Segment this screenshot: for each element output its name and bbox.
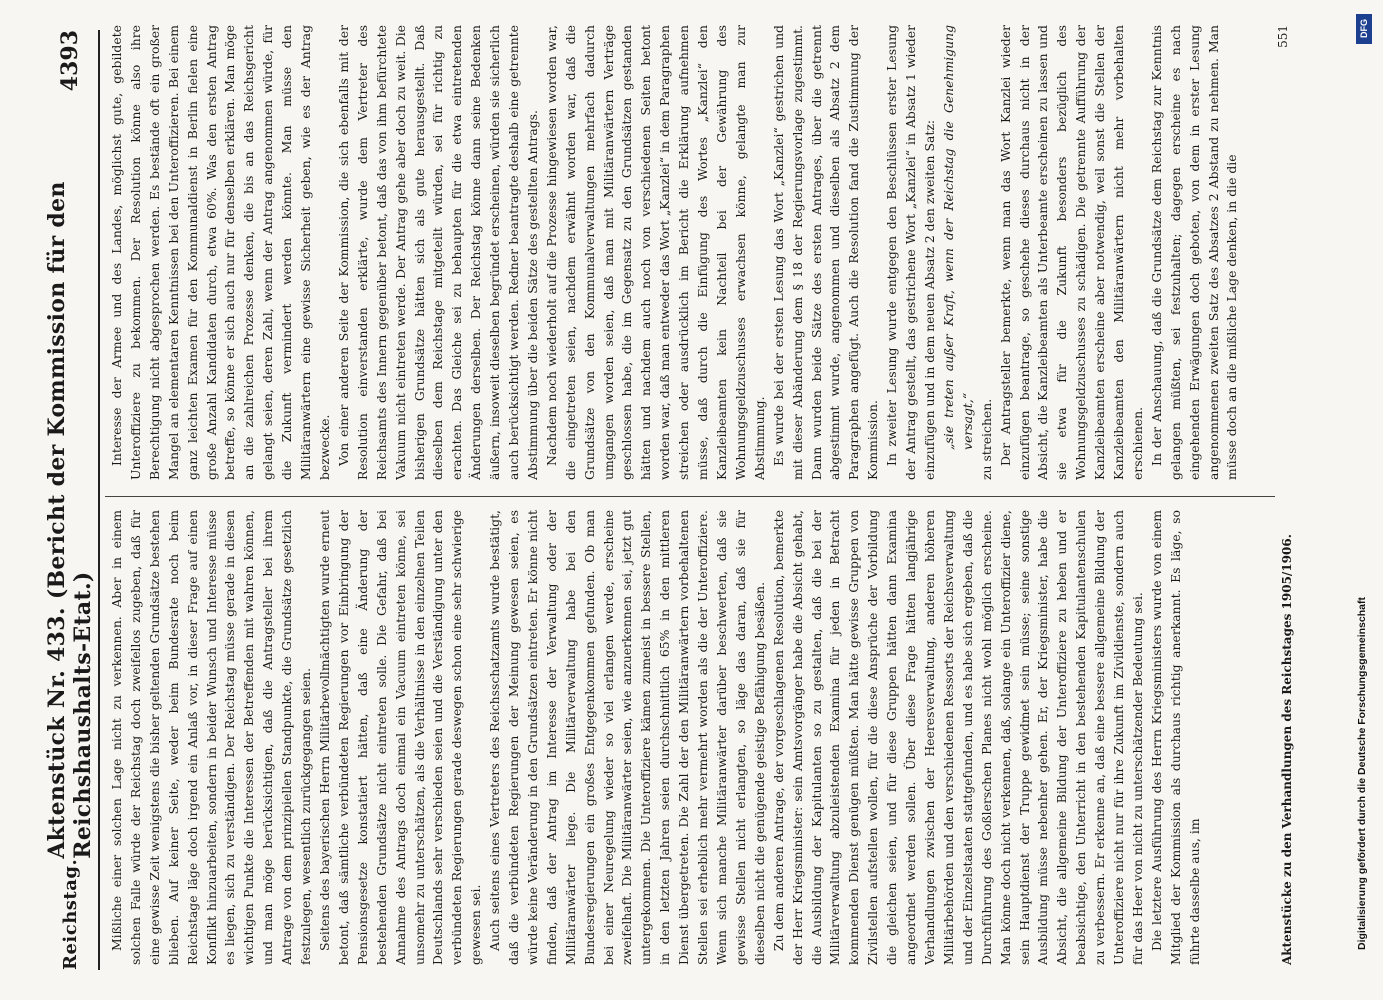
- paragraph: zu streichen.: [978, 398, 994, 480]
- dfg-logo-icon: DFG: [1356, 14, 1372, 44]
- funding-notice: Digitalisierung gefördert durch die Deutsche Forschungsgemeinschaft: [1356, 597, 1368, 950]
- footer-source: Aktenstücke zu den Verhandlungen des Reichstages 1905/1906.: [1280, 534, 1294, 965]
- paragraph: Mißliche einer solchen Lage nicht zu verkennen. Aber in einem solchen Falle würde der Reichstag doch zweifellos zugeben, daß für eine gewisse Zeit wenigstens die bisher geltenden Grundsätze bestehen blieben. Auf keiner Seite, weder beim Bundesrate noch beim Reichstage läge doch irgend ein Anlaß vor, in dieser Frage auf einen Konflikt hinzuarbeiten, sondern in beider Wunsch und Interesse müsse es liegen, sich zu verständigen. Der Reichstag müsse gerade in diesen wichtigen Punkte die Interessen der Betreffenden mit wahren können, und man möge berücksichtigen, daß die Antragsteller bei ihrem Antrage von dem prinzipiellen Standpunkte, die Grundsätze gesetzlich festzulegen, wesentlich zurückgegangen seien.: [109, 510, 314, 965]
- header-left: Reichstag.: [59, 858, 81, 970]
- header-title: Aktenstück Nr. 433. (Bericht der Kommission für den Reichshaushalts-Etat.): [44, 181, 96, 859]
- paragraph: Zu dem anderen Antrage, der vorgeschlagenen Resolution, bemerkte der Herr Kriegsminister: sein Amtsvorgänger habe die Absicht gehabt, die Ausbildung der Kapitulanten so zu gestalten, daß die bei der Militärverwaltung abzuleistenden Examina für jeden in Betracht kommenden Dienst genügen müßten. Man hätte gewisse Gruppen von Zivilstellen aufstellen wollen, für die diese Ansprüche der Vorbildung die gleichen seien, und für diese Gruppen hätten dann Examina angeordnet werden sollen. Über diese Frage hätten langjährige Verhandlungen zwischen der Heeresverwaltung, anderen höheren Militärbehörden und den verschiedenen Ressorts der Reichsverwaltung und der Einzelstaaten stattgefunden, und es habe sich ergeben, daß die Durchführung des Goßlerschen Planes nicht wohl möglich erscheine. Man könne doch nicht verkennen, daß, solange ein Unteroffizier diene, sein Hauptdienst der Truppe gewidmet sein müsse; seine sonstige Ausbildung müsse nebenher gehen. Er, der Kriegsminister, habe die Absicht, die allgemeine Bildung der Unteroffiziere zu heben und er beabsichtige, den Unterricht in den bestehenden Kapitulantenschulen zu verbessern. Er erkenne an, daß eine bessere allgemeine Bildung der Unteroffiziere nicht nur für ihre Zukunft im Zivildienste, sondern auch für das Heer von nicht zu unterschätzender Bedeutung sei.: [770, 510, 1145, 965]
- paragraph: In zweiter Lesung wurde entgegen den Beschlüssen erster Lesung der Antrag gestellt, das gestrichene Wort „Kanzlei“ in Absatz 1 wieder einzufügen und in dem neuen Absatz 2 den zweiten Satz:: [884, 25, 937, 480]
- column-separator: [105, 496, 1275, 497]
- paragraph: In der Anschauung, daß die Grundsätze dem Reichstag zur Kenntnis gelangen müßten, sei festzuhalten; dagegen erscheine es nach eingehenden Erwägungen doch geboten, von dem in erster Lesung angenommenen zweiten Satz des Absatzes 2 Abstand zu nehmen. Man müsse doch an die mißliche Lage denken, in die die: [1148, 25, 1240, 480]
- paragraph: Es wurde bei der ersten Lesung das Wort „Kanzlei“ gestrichen und mit dieser Abänderung dem § 18 der Regierungsvorlage zugestimmt. Dann wurden beide Sätze des ersten Antrages, über die getrennt abgestimmt wurde, angenommen und dieselben als Absatz 2 dem Paragraphen angefügt. Auch die Resolution fand die Zustimmung der Kommission.: [770, 25, 881, 480]
- paragraph: Die letztere Ausführung des Herrn Kriegsministers wurde von einem Mitglied der Kommission als durchaus richtig anerkannt. Es läge, so führte dasselbe aus, im: [1148, 510, 1202, 965]
- left-column: [108, 510, 1268, 965]
- digitization-stamp: [1356, 14, 1372, 992]
- quoted-sentence: „sie treten außer Kraft, wenn der Reichstag die Genehmigung versagt,“: [940, 25, 975, 450]
- paragraph: Interesse der Armee und des Landes, möglichst gute, gebildete Unteroffiziere zu bekommen. Der Resolution könne also ihre Berechtigung nicht abgesprochen werden. Es bestände oft ein großer Mangel an elementaren Kenntnissen bei den Unteroffizieren. Bei einem ganz leichten Examen für den Kommunaldienst in Berlin fielen eine große Anzahl Kandidaten durch, etwa 60%. Was den ersten Antrag betreffe, so könne er sich auch nur für denselben erklären. Man möge an die zahlreichen Prozesse denken, die bis an das Reichsgericht gelangt seien, deren Zahl, wenn der Antrag angenommen würde, für die Zukunft vermindert werden könnte. Man müsse den Militäranwärtern eine gewisse Sicherheit geben, wie es der Antrag bezwecke.: [109, 25, 332, 480]
- paragraph: Auch seitens eines Vertreters des Reichsschatzamts wurde bestätigt, daß die verbündeten Regierungen der Meinung gewesen seien, es würde keine Veränderung in den Grundsätzen eintreten. Er könne nicht finden, daß der Antrag im Interesse der Verwaltung oder der Militäranwärter liege. Die Militärverwaltung habe bei den Bundesregierungen ein großes Entgegenkommen gefunden. Ob man bei einer Neuregelung wieder so viel erlangen werde, erscheine zweifelhaft. Die Militäranwärter seien, wie anzuerkennen sei, jetzt gut untergekommen. Die Unteroffiziere kämen zumeist in bessere Stellen, in den letzten Jahren seien durchschnittlich 65% in den mittleren Dienst übergetreten. Die Zahl der den Militäranwärtern vorbehaltenen Stellen sei erheblich mehr vermehrt worden als die der Unteroffiziere. Wenn sich manche Militäranwärter darüber beschwerten, daß sie gewisse Stellen nicht erlangten, so läge das daran, daß sie für dieselben nicht die genügende geistige Befähigung besäßen.: [487, 510, 767, 965]
- paragraph: Seitens des bayerischen Herrn Militärbevollmächtigten wurde erneut betont, daß sämtliche verbündeten Regierungen vor Einbringung der Pensionsgesetze konstatiert hätten, daß eine Änderung der bestehenden Grundsätze nicht eintreten solle. Die Gefahr, daß bei Annahme des Antrags doch einmal ein Vacuum eintreten könne, sei unsomehr zu unterschätzen, als die Verhältnisse in den einzelnen Teilen Deutschlands sehr verschieden seien und die Verständigung unter den verbündeten Regierungen gerade deswegen schon eine sehr schwierige gewesen sei.: [316, 510, 484, 965]
- paragraph: Von einer anderen Seite der Kommission, die sich ebenfalls mit der Resolution einverstanden erklärte, wurde dem Vertreter des Reichsamts des Innern gegenüber betont, daß das von ihm befürchtete Vakuum nicht eintreten werde. Der Antrag gehe aber doch zu weit. Die bisherigen Grundsätze hätten sich als gute herausgestellt. Daß dieselben dem Reichstage mitgeteilt würden, sei für richtig zu erachten. Das Gleiche sei zu behaupten für die etwa eintretenden Änderungen derselben. Der Reichstag könne dann seine Bedenken äußern, insoweit dieselben begründet erscheinen, würden sie sicherlich auch berücksichtigt werden. Redner beantragte deshalb eine getrennte Abstimmung über die beiden Sätze des gestellten Antrags.: [335, 25, 540, 480]
- paragraph: Nachdem noch wiederholt auf die Prozesse hingewiesen worden war, die eingetreten seien, nachdem erwähnt worden war, daß die Grundsätze von den Kommunalverwaltungen mehrfach dadurch umgangen worden seien, daß man mit Militäranwärtern Verträge geschlossen habe, die im Gegensatz zu den Grundsätzen gestanden hätten und nachdem auch noch von verschiedenen Seiten betont worden war, daß man entweder das Wort „Kanzlei“ in dem Paragraphen streichen oder ausdrücklich im Bericht die Erklärung aufnehmen müsse, daß durch die Einfügung des Wortes „Kanzlei“ den Kanzleibeamten kein Nachteil bei der Gewährung des Wohnungsgeldzuschusses erwachsen könne, gelangte man zur Abstimmung.: [543, 25, 767, 480]
- right-column: [108, 25, 1268, 480]
- paragraph: Der Antragsteller bemerkte, wenn man das Wort Kanzlei wieder einzufügen beantrage, so geschehe dieses durchaus nicht in der Absicht, die Kanzleibeamten als Unterbeamte erscheinen zu lassen und sie etwa für die Zukunft besonders bezüglich des Wohnungsgeldzuschusses zu schädigen. Die getrennte Aufführung der Kanzleibeamten erscheine aber notwendig, weil sonst die Stellen der Kanzleibeamten den Militäranwärtern nicht mehr vorbehalten erschienen.: [997, 25, 1145, 480]
- footer-sheet-number: 551: [1276, 25, 1290, 48]
- page-header: [40, 30, 100, 970]
- header-rule: [98, 30, 100, 970]
- page-number: 4393: [57, 30, 83, 92]
